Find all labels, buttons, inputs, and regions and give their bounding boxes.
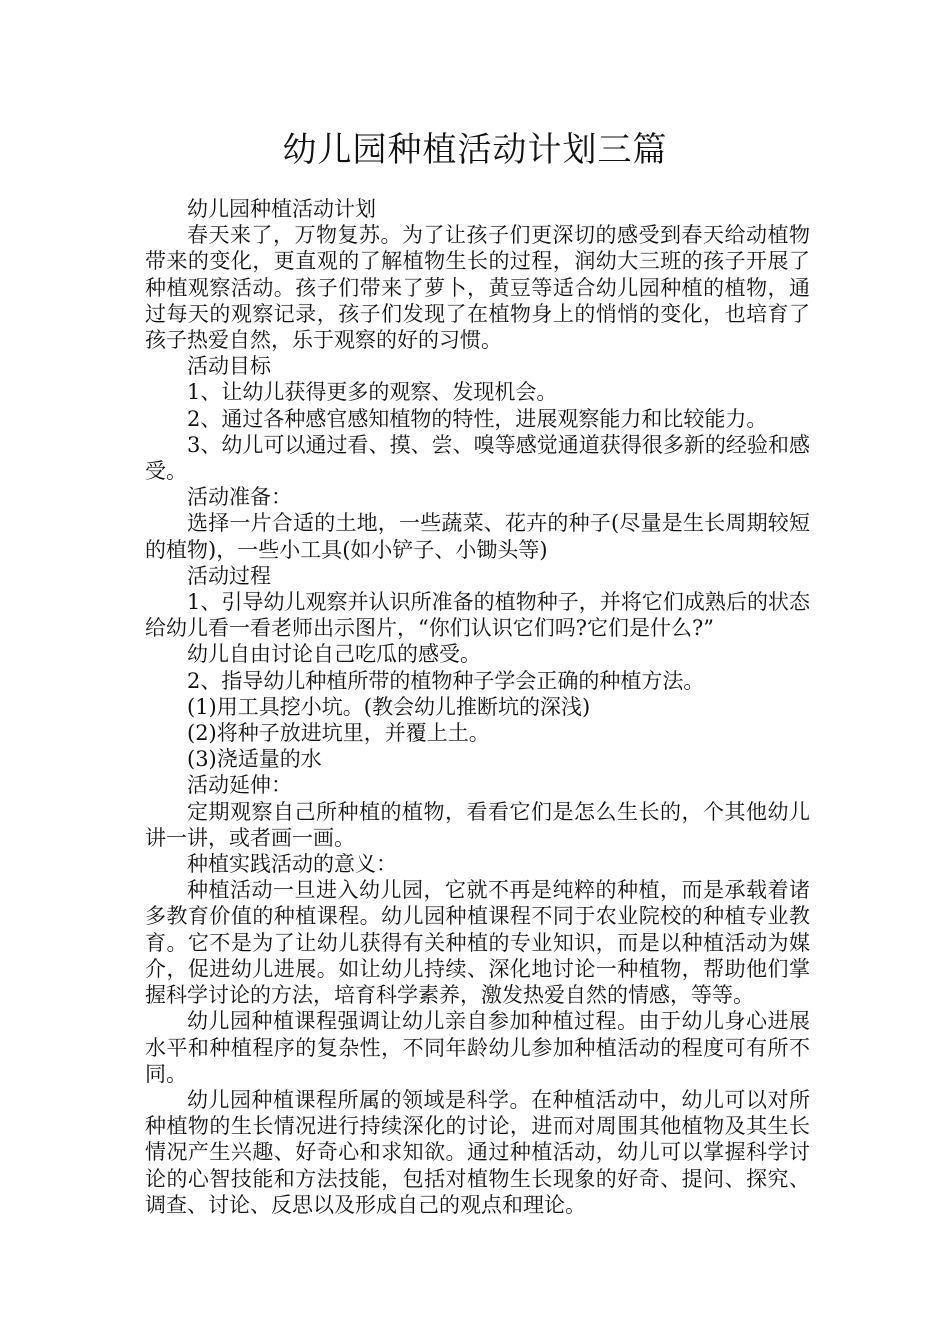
- process-substep-1: (1)用工具挖小坑。(教会幼儿推断坑的深浅): [187, 694, 591, 719]
- process-step-2: 2、指导幼儿种植所带的植物种子学会正确的种植方法。: [187, 668, 705, 693]
- process-discussion: 幼儿自由讨论自己吃瓜的感受。: [187, 642, 481, 667]
- intro-paragraph: 春天来了，万物复苏。为了让孩子们更深切的感受到春天给动植物带来的变化，更直观的了解植物生长的过程，润幼大三班的孩子开展了种植观察活动。孩子们带来了萝卜，黄豆等适合幼儿园种植的植物，通过每天的观察记录，孩子们发现了在植物身上的悄悄的变化，也培育了孩子热爱自然，乐于观察的好的习惯。: [145, 223, 810, 353]
- extension-paragraph: 定期观察自己所种植的植物，看看它们是怎么生长的，个其他幼儿讲一讲，或者画一画。: [145, 799, 810, 850]
- section-heading-process: 活动过程: [187, 563, 271, 588]
- significance-paragraph-1: 种植活动一旦进入幼儿园，它就不再是纯粹的种植，而是承载着诸多教育价值的种植课程。幼儿园种植课程不同于农业院校的种植专业教育。它不是为了让幼儿获得有关种植的专业知识，而是以种植活动为媒介，促进幼儿进展。如让幼儿持续、深化地讨论一种植物，帮助他们掌握科学讨论的方法，培育科学素养，激发热爱自然的情感，等等。: [145, 878, 810, 1008]
- document-title: 幼儿园种植活动计划三篇: [282, 130, 668, 170]
- document-body: [145, 196, 810, 1218]
- section-heading-extension: 活动延伸：: [187, 773, 292, 798]
- process-substep-2: (2)将种子放进坑里，并覆上土。: [187, 721, 490, 746]
- goal-item-3: 3、幼儿可以通过看、摸、尝、嗅等感觉通道获得很多新的经验和感受。: [145, 432, 810, 484]
- section-heading-significance: 种植实践活动的意义：: [187, 852, 397, 877]
- section-heading-preparation: 活动准备：: [187, 485, 292, 510]
- significance-paragraph-2: 幼儿园种植课程强调让幼儿亲自参加种植过程。由于幼儿身心进展水平和种植程序的复杂性，不同年龄幼儿参加种植活动的程度可有所不同。: [145, 1009, 810, 1086]
- section-heading-goals: 活动目标: [187, 354, 271, 379]
- goal-item-2: 2、通过各种感官感知植物的特性，进展观察能力和比较能力。: [187, 406, 768, 431]
- section-heading-plan: 幼儿园种植活动计划: [187, 197, 376, 221]
- process-substep-3: (3)浇适量的水: [187, 747, 322, 772]
- preparation-paragraph: 选择一片合适的土地，一些蔬菜、花卉的种子(尽量是生长周期较短的植物)，一些小工具(如小铲子、小锄头等): [145, 511, 810, 562]
- goal-item-1: 1、让幼儿获得更多的观察、发现机会。: [187, 380, 558, 405]
- process-step-1: 1、引导幼儿观察并认识所准备的植物种子，并将它们成熟后的状态给幼儿看一看老师出示图片，“你们认识它们吗?它们是什么?”: [145, 590, 810, 641]
- significance-paragraph-3: 幼儿园种植课程所属的领域是科学。在种植活动中，幼儿可以对所种植物的生长情况进行持续深化的讨论，进而对周围其他植物及其生长情况产生兴趣、好奇心和求知欲。通过种植活动，幼儿可以掌握科学讨论的心智技能和方法技能，包括对植物生长现象的好奇、提问、探究、调查、讨论、反思以及形成自己的观点和理论。: [145, 1087, 810, 1217]
